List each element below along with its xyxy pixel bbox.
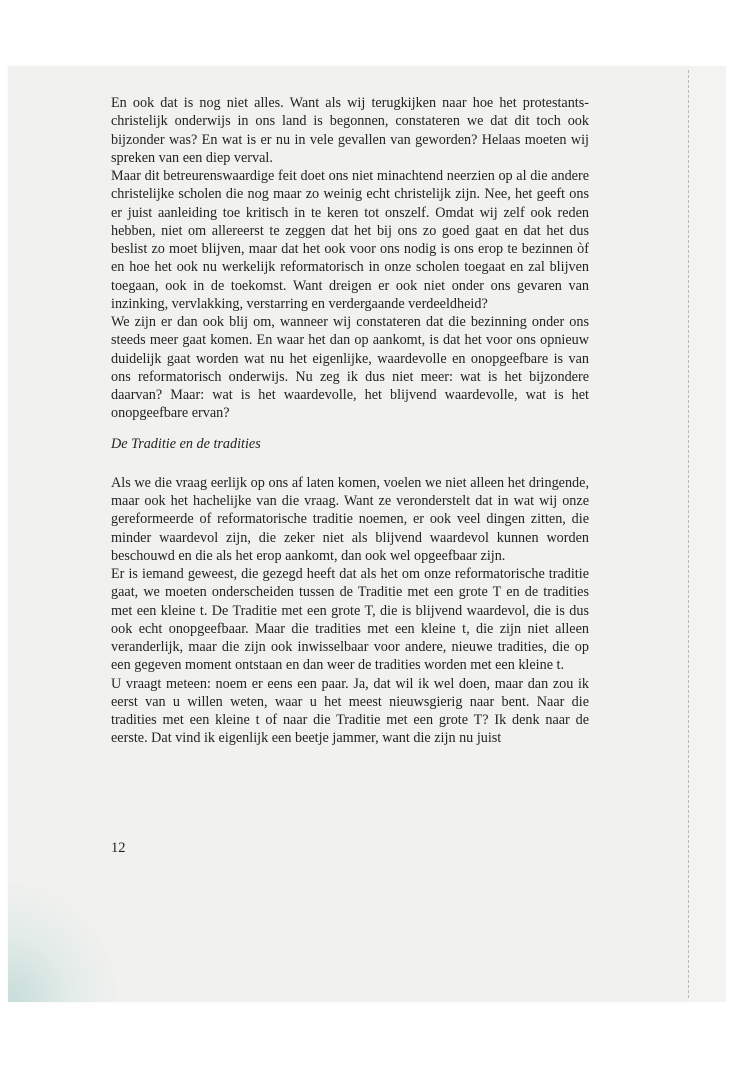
page-number: 12 [111,840,126,856]
page-binding-line [688,70,689,998]
section-heading: De Traditie en de tradities [111,435,261,452]
paragraph-4: Als we die vraag eerlijk op ons af laten komen, voelen we niet alleen het dringende, maar ook het hachelijke van die vraag. Want ze veronderstelt dat in wat wij onze gereformeerde of reformatorische traditie noemen, er ook veel dingen zitten, die minder waardevol zijn, die zeker niet als blijvend waardevol kunnen worden beschouwd en die als het erop aankomt, dan ook wel opgeefbaar zijn. [111,474,589,564]
body-text [111,94,589,748]
page-edge [688,66,726,1002]
paragraph-5: Er is iemand geweest, die gezegd heeft dat als het om onze reformatorische traditie gaat, we moeten onderscheiden tussen de Traditie met een grote T en de tradities met een kleine t. De Traditie met een grote T, die is blijvend waardevol, die is dus ook echt onopgeefbaar. Maar die tradities met een kleine t, die zijn niet alleen veranderlijk, maar die zijn ook inwisselbaar voor andere, nieuwe tradities, die op een gegeven moment ontstaan en dan weer de tradities worden met een kleine t. [111,566,589,674]
page-corner-stain [8,882,118,1002]
paragraph-1: En ook dat is nog niet alles. Want als wij terugkijken naar hoe het protestants-christelijk onderwijs in ons land is begonnen, constateren we dat dit toch ook bijzonder was? En wat is er nu in vele gevallen van geworden? Helaas moeten wij spreken van een diep verval. [111,95,589,166]
paragraph-3: We zijn er dan ook blij om, wanneer wij constateren dat die bezinning onder ons steeds meer gaat komen. En waar het dan op aankomt, is dat het voor ons opnieuw duidelijk gaat worden wat nu het eigenlijke, waardevolle en onopgeefbare is van ons reformatorisch onderwijs. Nu zeg ik dus niet meer: wat is het bijzondere daarvan? Maar: wat is het waardevolle, het blijvend waardevolle, wat is het onopgeefbare ervan? [111,314,589,422]
paragraph-6: U vraagt meteen: noem er eens een paar. Ja, dat wil ik wel doen, maar dan zou ik eerst van u willen weten, waar u het meest nieuwsgierig naar bent. Naar die tradities met een kleine t of naar die Traditie met een grote T? Ik denk naar de eerste. Dat vind ik eigenlijk een beetje jammer, want die zijn nu juist [111,675,589,747]
paragraph-2: Maar dit betreurenswaardige feit doet ons niet minachtend neerzien op al die andere christelijke scholen die nog maar zo weinig echt christelijk zijn. Nee, het geeft ons er juist aanleiding toe kritisch in te keren tot onszelf. Omdat wij zelf ook reden hebben, niet om allereerst te zeggen dat het bij ons zo goed gaat en dat het dus beslist zo moet blijven, maar dat het ook voor ons nodig is ons erop te bezinnen òf en hoe het ook nu werkelijk reformatorisch in onze scholen toegaat en zal blijven toegaan, ook in de toekomst. Want dreigen er ook niet onder ons gevaren van inzinking, vervlakking, verstarring en verdergaande verdeeldheid? [111,168,589,312]
